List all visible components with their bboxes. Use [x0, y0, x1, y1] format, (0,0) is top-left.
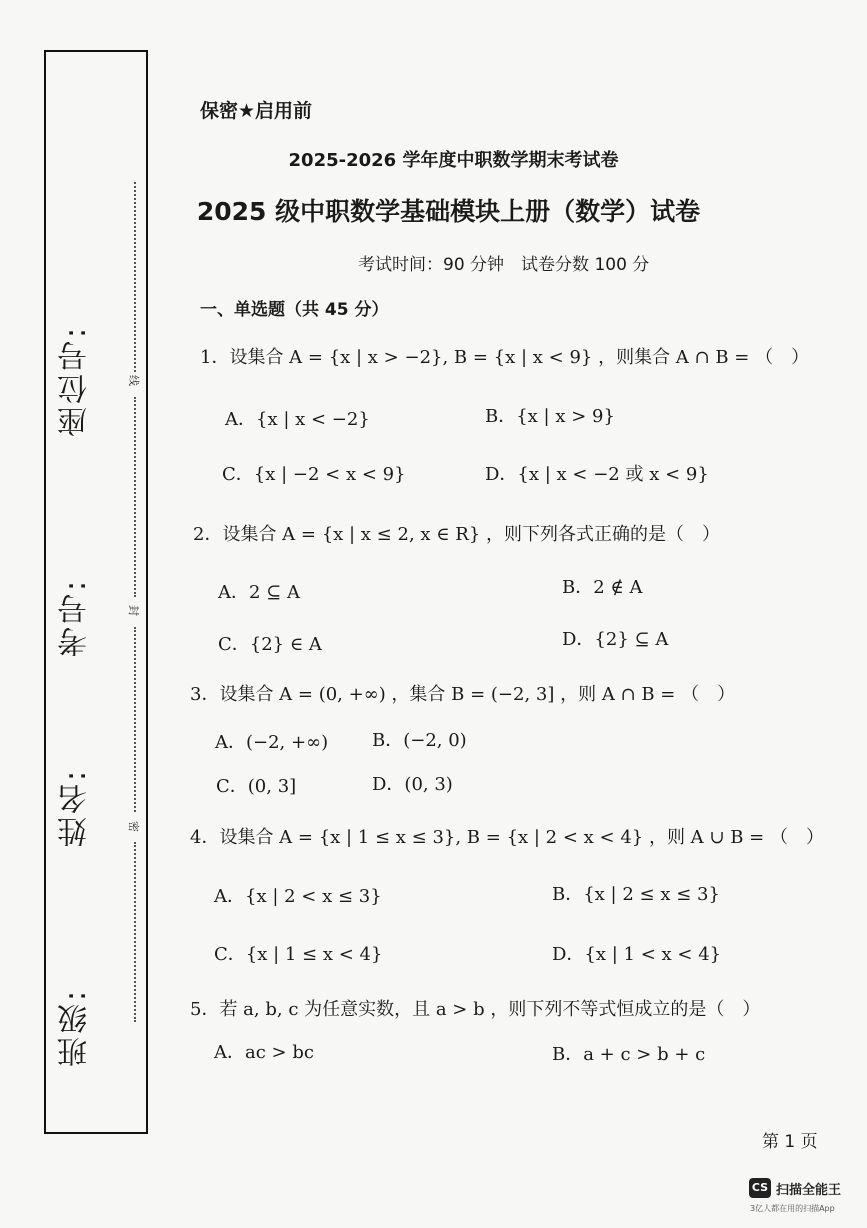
question-3-option-c[interactable]: C．(0, 3] [216, 776, 297, 797]
question-4-option-b[interactable]: B．{x | 2 ≤ x ≤ 3} [552, 884, 720, 905]
seal-line-lower [134, 627, 136, 812]
question-4-option-c[interactable]: C．{x | 1 ≤ x < 4} [214, 944, 383, 965]
exam-info: 考试时间：90 分钟 试卷分数 100 分 [358, 255, 650, 275]
question-3-option-a[interactable]: A．(−2, +∞) [215, 732, 329, 753]
question-2-option-b[interactable]: B．2 ∉ A [562, 577, 643, 598]
question-1-option-b[interactable]: B．{x | x > 9} [485, 406, 615, 427]
exam-number-label: 考号: [58, 577, 93, 657]
paper-title: 2025 级中职数学基础模块上册（数学）试卷 [196, 197, 701, 226]
question-4-option-a[interactable]: A．{x | 2 < x ≤ 3} [214, 886, 382, 907]
scanner-watermark-name: 扫描全能王 [776, 1183, 842, 1198]
question-4-option-d[interactable]: D．{x | 1 < x < 4} [552, 944, 722, 965]
section-heading: 一、单选题（共 45 分） [200, 300, 389, 320]
camscanner-logo-icon: CS [749, 1178, 771, 1198]
question-1-option-a[interactable]: A．{x | x < −2} [225, 409, 370, 430]
question-4-stem: 4．设集合 A = {x | 1 ≤ x ≤ 3}, B = {x | 2 < x < 4} ，则 A ∪ B = （ ） [190, 827, 824, 848]
seal-char-secret: 密 [128, 819, 140, 833]
seat-number-label: 座位号: [58, 324, 93, 437]
question-1-option-d[interactable]: D．{x | x < −2 或 x < 9} [485, 464, 709, 485]
page-number: 第 1 页 [762, 1132, 818, 1152]
question-2-option-c[interactable]: C．{2} ∈ A [218, 634, 322, 655]
seal-char-seal: 封 [128, 603, 140, 617]
scanner-watermark-tagline: 3亿人都在用的扫描App [750, 1204, 835, 1213]
class-label: 班级: [58, 987, 93, 1067]
question-2-option-d[interactable]: D．{2} ⊆ A [562, 629, 669, 650]
question-1-option-c[interactable]: C．{x | −2 < x < 9} [222, 464, 406, 485]
confidential-mark: 保密★启用前 [200, 100, 313, 122]
question-3-option-d[interactable]: D．(0, 3) [372, 774, 453, 795]
seal-line-mid [134, 397, 136, 597]
question-3-option-b[interactable]: B．(−2, 0) [372, 730, 467, 751]
exam-title: 2025-2026 学年度中职数学期末考试卷 [288, 150, 619, 171]
question-5-option-b[interactable]: B．a + c > b + c [552, 1044, 706, 1065]
question-2-option-a[interactable]: A．2 ⊆ A [218, 582, 300, 603]
question-5-option-a[interactable]: A．ac > bc [214, 1042, 314, 1063]
question-2-stem: 2．设集合 A = {x | x ≤ 2, x ∈ R} ，则下列各式正确的是（ ） [193, 524, 721, 545]
question-5-stem: 5．若 a, b, c 为任意实数，且 a > b ，则下列不等式恒成立的是（ ） [190, 999, 761, 1020]
name-label: 姓名: [58, 767, 93, 847]
question-3-stem: 3．设集合 A = (0, +∞) ，集合 B = (−2, 3] ，则 A ∩ B = （ ） [190, 684, 736, 705]
question-1-stem: 1．设集合 A = {x | x > −2}, B = {x | x < 9} ，则集合 A ∩ B = （ ） [200, 347, 810, 368]
seal-line-bottom [134, 842, 136, 1022]
seal-char-line: 线 [128, 373, 140, 387]
